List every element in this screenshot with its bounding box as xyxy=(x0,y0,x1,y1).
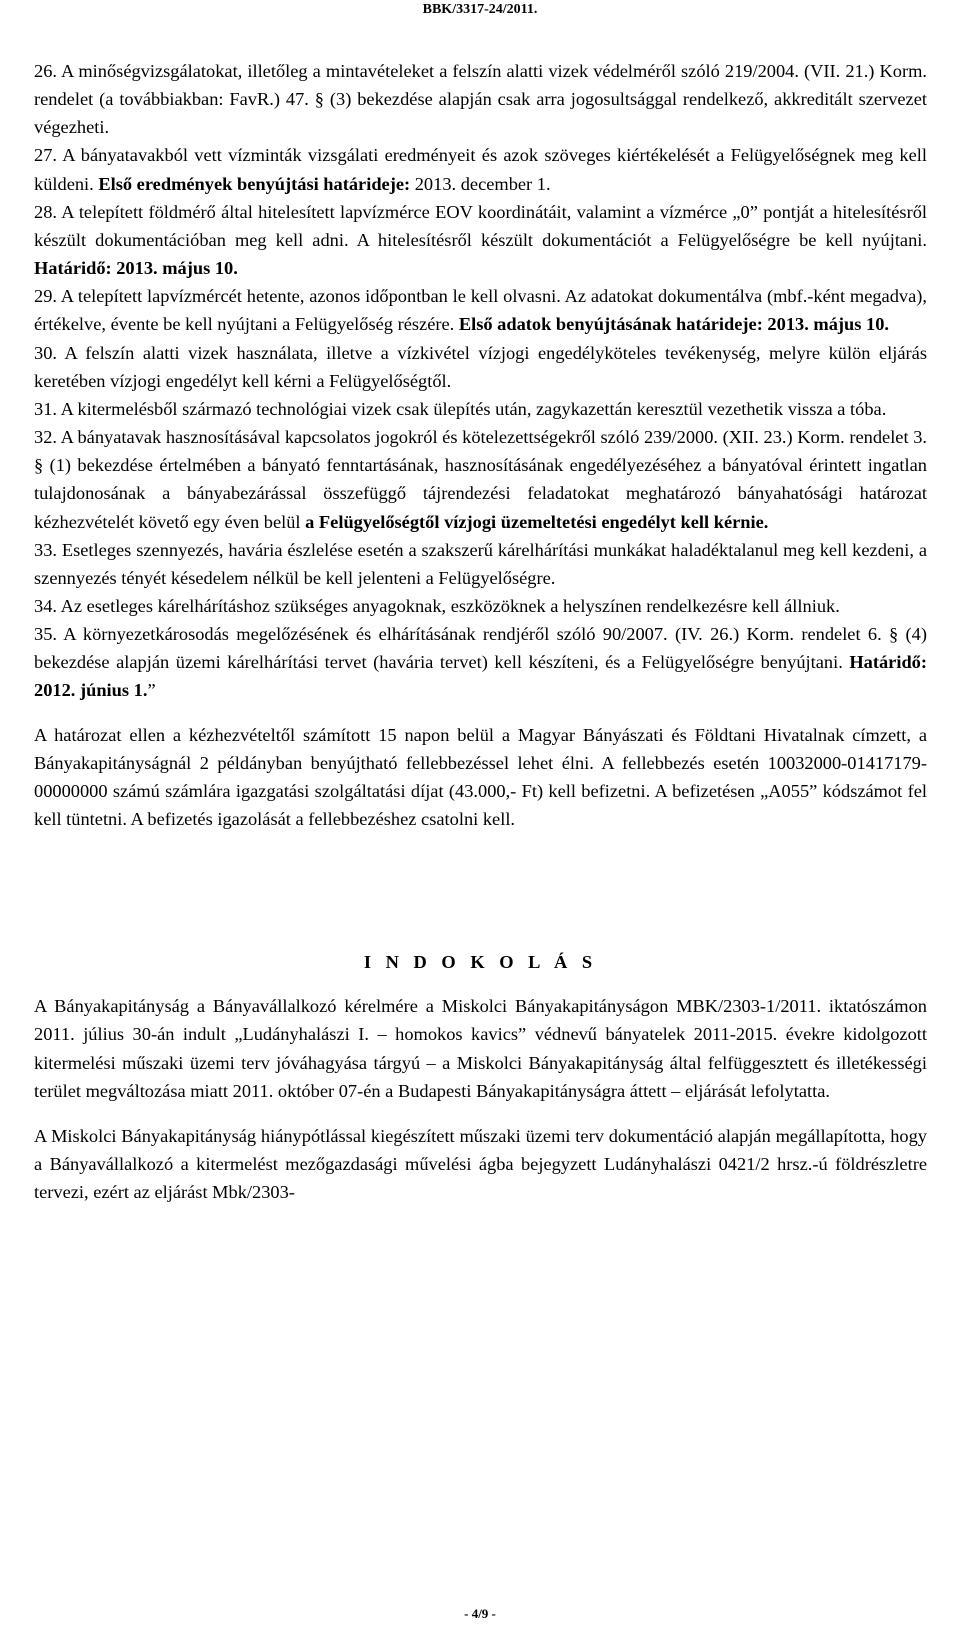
condition-item xyxy=(34,198,927,282)
condition-item xyxy=(34,282,927,338)
condition-text: ” xyxy=(147,680,156,701)
justification-title: I N D O K O L Á S xyxy=(363,952,598,973)
emphasized-text: Első adatok benyújtásának határideje: 2013. május 10. xyxy=(458,314,890,335)
emphasized-text: Első eredmények benyújtási határideje: xyxy=(98,173,411,194)
condition-text: 34. Az esetleges kárelhárításhoz szükséges anyagoknak, eszközöknek a helyszínen rendelkezésre kell állniuk. xyxy=(34,595,840,616)
condition-text: 30. A felszín alatti vizek használata, illetve a vízkivétel vízjogi engedélyköteles tevékenység, melyre külön eljárás keretében vízjogi engedélyt kell kérni a Felügyelőségtől. xyxy=(34,342,927,391)
emphasized-text: a Felügyelőségtől vízjogi üzemeltetési engedélyt kell kérnie. xyxy=(305,511,769,532)
condition-text: 26. A minőségvizsgálatokat, illetőleg a mintavételeket a felszín alatti vizek védelméről szóló 219/2004. (VII. 21.) Korm. rendelet (a továbbiakban: FavR.) 47. § (3) bekezdése alapján csak arra jogosultsággal rendelkező, akkreditált szervezet végezheti. xyxy=(34,61,927,138)
condition-item xyxy=(34,141,927,197)
condition-item xyxy=(34,536,927,592)
condition-item xyxy=(34,57,927,141)
condition-item xyxy=(34,620,927,704)
justification-paragraph-2: A Miskolci Bányakapitányság hiánypótlással kiegészített műszaki üzemi terv dokumentáció alapján megállapította, hogy a Bányavállalkozó a kitermelést mezőgazdasági művelési ágba bejegyzett Ludányhalászi 0421/2 hrsz.-ú földrészletre tervezi, ezért az eljárást Mbk/2303- xyxy=(34,1125,927,1203)
appeal-paragraph: A határozat ellen a kézhezvételtől számított 15 napon belül a Magyar Bányászati és Földtani Hivatalnak címzett, a Bányakapitányságnál 2 példányban benyújtható fellebbezéssel lehet élni. A fellebbezés esetén 10032000-01417179-00000000 számú számlára igazgatási szolgáltatási díjat (43.000,- Ft) kell befizetni. A befizetésen „A055” kódszámot fel kell tüntetni. A befizetés igazolását a fellebbezéshez csatolni kell. xyxy=(34,724,927,830)
page-number: - 4/9 - xyxy=(464,1606,496,1621)
condition-text: 32. A bányatavak hasznosításával kapcsolatos jogokról és kötelezettségekről szóló 239/2000. (XII. 23.) Korm. rendelet 3. § (1) bekezdése értelmében a bányató fenntartásának, hasznosításának engedélyezéséhez a bányatóval érintett ingatlan tulajdonosának a bányabezárással összefüggő tájrendezési feladatokat meghatározó bányahatósági határozat kézhezvételét követő egy éven belül xyxy=(34,427,927,532)
condition-list xyxy=(34,57,927,705)
condition-item xyxy=(34,592,927,620)
condition-text: 2013. december 1. xyxy=(410,173,551,194)
justification-paragraph-1: A Bányakapitányság a Bányavállalkozó kérelmére a Miskolci Bányakapitányságon MBK/2303-1/2011. iktatószámon 2011. július 30-án indult „Ludányhalászi I. – homokos kavics” védnevű bányatelek 2011-2015. évekre kidolgozott kitermelési műszaki üzemi terv jóváhagyása tárgyú – a Miskolci Bányakapitányság által felfüggesztett és illetékességi terület megváltozása miatt 2011. október 07-én a Budapesti Bányakapitányságra áttett – eljárását lefolytatta. xyxy=(34,996,927,1101)
condition-text: 29. A telepített lapvízmércét hetente, azonos időpontban le kell olvasni. Az adatokat dokumentálva (mbf.-ként megadva), értékelve, évente be kell nyújtani a Felügyelőség részére. xyxy=(34,286,927,335)
condition-item xyxy=(34,423,927,536)
emphasized-text: Határidő: 2013. május 10. xyxy=(34,258,238,279)
condition-text: 31. A kitermelésből származó technológiai vizek csak ülepítés után, zagykazettán keresztül vezethetik vissza a tóba. xyxy=(34,398,887,419)
document-body xyxy=(34,57,927,1206)
condition-text: 35. A környezetkárosodás megelőzésének és elhárításának rendjéről szóló 90/2007. (IV. 26.) Korm. rendelet 6. § (4) bekezdése alapján üzemi kárelhárítási tervet (havária tervet) kell készíteni, és a Felügyelőségre benyújtani. xyxy=(34,624,927,673)
condition-text: 27. A bányatavakból vett vízminták vizsgálati eredményeit és azok szöveges kiértékelését a Felügyelőségnek meg kell küldeni. xyxy=(34,145,927,194)
condition-item xyxy=(34,395,927,423)
condition-item xyxy=(34,339,927,395)
condition-text: 28. A telepített földmérő által hitelesített lapvízmérce EOV koordinátáit, valamint a vízmérce „0” pontját a hitelesítésről készült dokumentációban meg kell adni. A hitelesítésről készült dokumentációt a Felügyelőségre be kell nyújtani. xyxy=(34,201,927,250)
emphasized-text: Határidő: 2012. június 1. xyxy=(34,652,927,701)
condition-text: 33. Esetleges szennyezés, havária észlelése esetén a szakszerű kárelhárítási munkákat haladéktalanul meg kell kezdeni, a szennyezés tényét késedelem nélkül be kell jelenteni a Felügyelőségre. xyxy=(34,539,927,588)
document-reference-header: BBK/3317-24/2011. xyxy=(422,2,538,17)
